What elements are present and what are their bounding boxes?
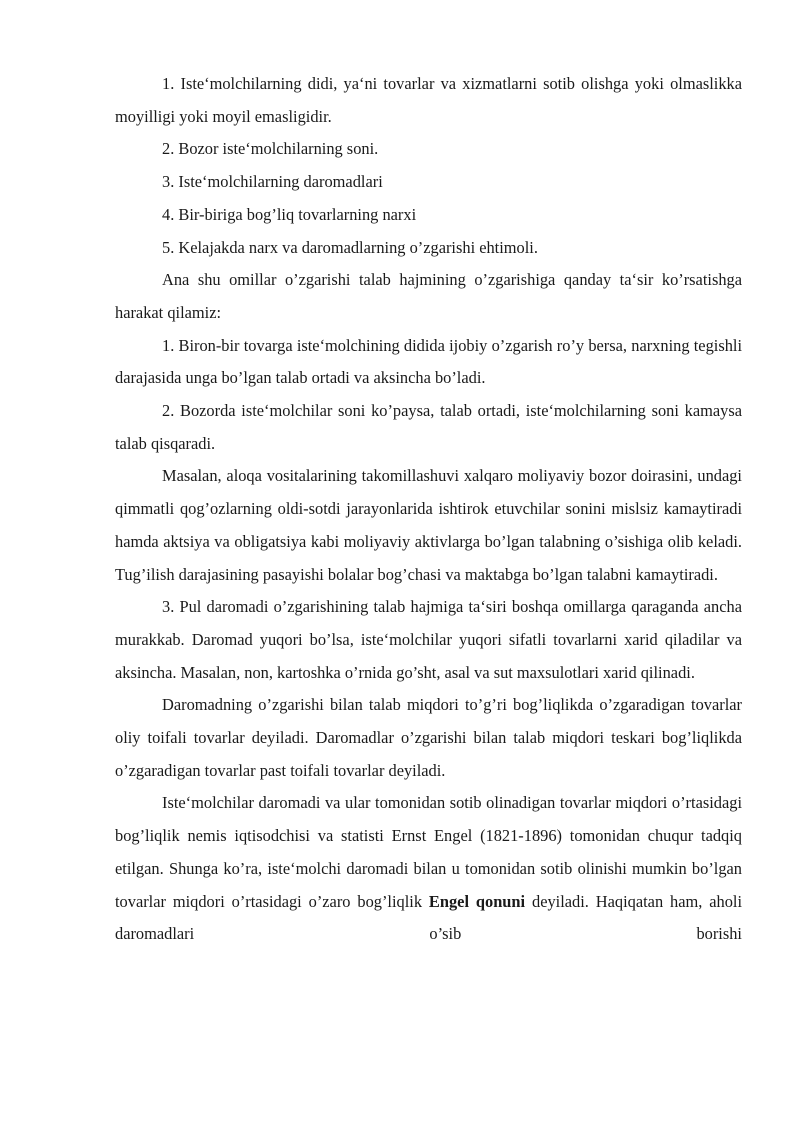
list-item-number-of-consumers: 2. Bozor iste‘molchilarning soni.: [162, 139, 379, 159]
list-item-consumer-taste: 1. Iste‘molchilarning didi, ya‘ni tovarlar va xizmatlarni sotib olishga yoki olmaslikka moyilligi yoki moyil emasligidir.: [115, 74, 742, 126]
engel-text-before: Iste‘molchilar daromadi va ular tomonidan sotib olinadigan tovarlar miqdori o’rtasidagi bog’liqlik nemis iqtisodchisi va statisti Ernst Engel (1821-1896) tomonidan chuqur tadqiq etilgan. Shunga ko’ra, iste‘molchi daromadi bilan u tomonidan sotib olinishi mumkin bo’lgan tovarlar miqdori o’rtasidagi o’zaro bog’liqlik: [115, 793, 742, 911]
list-item-related-goods-price: 4. Bir-biriga bog’liq tovarlarning narxi: [162, 204, 417, 224]
engel-text-after: deyiladi. Haqiqatan ham, aholi daromadlari o’sib borishi: [115, 891, 743, 944]
paragraph-taste-effect: 1. Biron-bir tovarga iste‘molchining didida ijobiy o’zgarish ro’y bersa, narxning tegishli darajasida unga bo’lgan talab ortadi va aksincha bo’ladi.: [115, 335, 742, 388]
paragraph-example-communication: Masalan, aloqa vositalarining takomillashuvi xalqaro moliyaviy bozor doirasini, undagi qimmatli qog’ozlarning oldi-sotdi jarayonlarida ishtirok etuvchilar sonini mislsiz kamaytiradi hamda aktsiya va obligatsiya kabi moliyaviy aktivlarga bo’lgan talabning o’sishiga olib keladi. Tug’ilish darajasining pasayishi bolalar bog’chasi va maktabga bo’lgan talabni kamaytiradi.: [115, 466, 742, 584]
list-item-consumer-income: 3. Iste‘molchilarning daromadlari: [162, 172, 383, 192]
list-item-future-expectations: 5. Kelajakda narx va daromadlarning o’zgarishi ehtimoli.: [162, 237, 538, 257]
paragraph-intro-effects: Ana shu omillar o’zgarishi talab hajmining o’zgarishiga qanday ta‘sir ko’rsatishga harakat qilamiz:: [115, 270, 742, 322]
document-page: [115, 68, 742, 951]
paragraph-engel-law: [115, 787, 742, 951]
paragraph-normal-inferior-goods: Daromadning o’zgarishi bilan talab miqdori to’g’ri bog’liqlikda o’zgaradigan tovarlar oliy toifali tovarlar deyiladi. Daromadlar o’zgarishi bilan talab miqdori teskari bog’liqlikda o’zgaradigan tovarlar past toifali tovarlar deyiladi.: [115, 695, 742, 780]
engel-law-term: Engel qonuni: [428, 891, 526, 911]
paragraph-consumer-count-effect: 2. Bozorda iste‘molchilar soni ko’paysa, talab ortadi, iste‘molchilarning soni kamaysa talab qisqaradi.: [115, 401, 742, 453]
paragraph-income-effect: 3. Pul daromadi o’zgarishining talab hajmiga ta‘siri boshqa omillarga qaraganda ancha murakkab. Daromad yuqori bo’lsa, iste‘molchilar yuqori sifatli tovarlarni xarid qiladilar va aksincha. Masalan, non, kartoshka o’rnida go’sht, asal va sut maxsulotlari xarid qilinadi.: [115, 597, 742, 682]
